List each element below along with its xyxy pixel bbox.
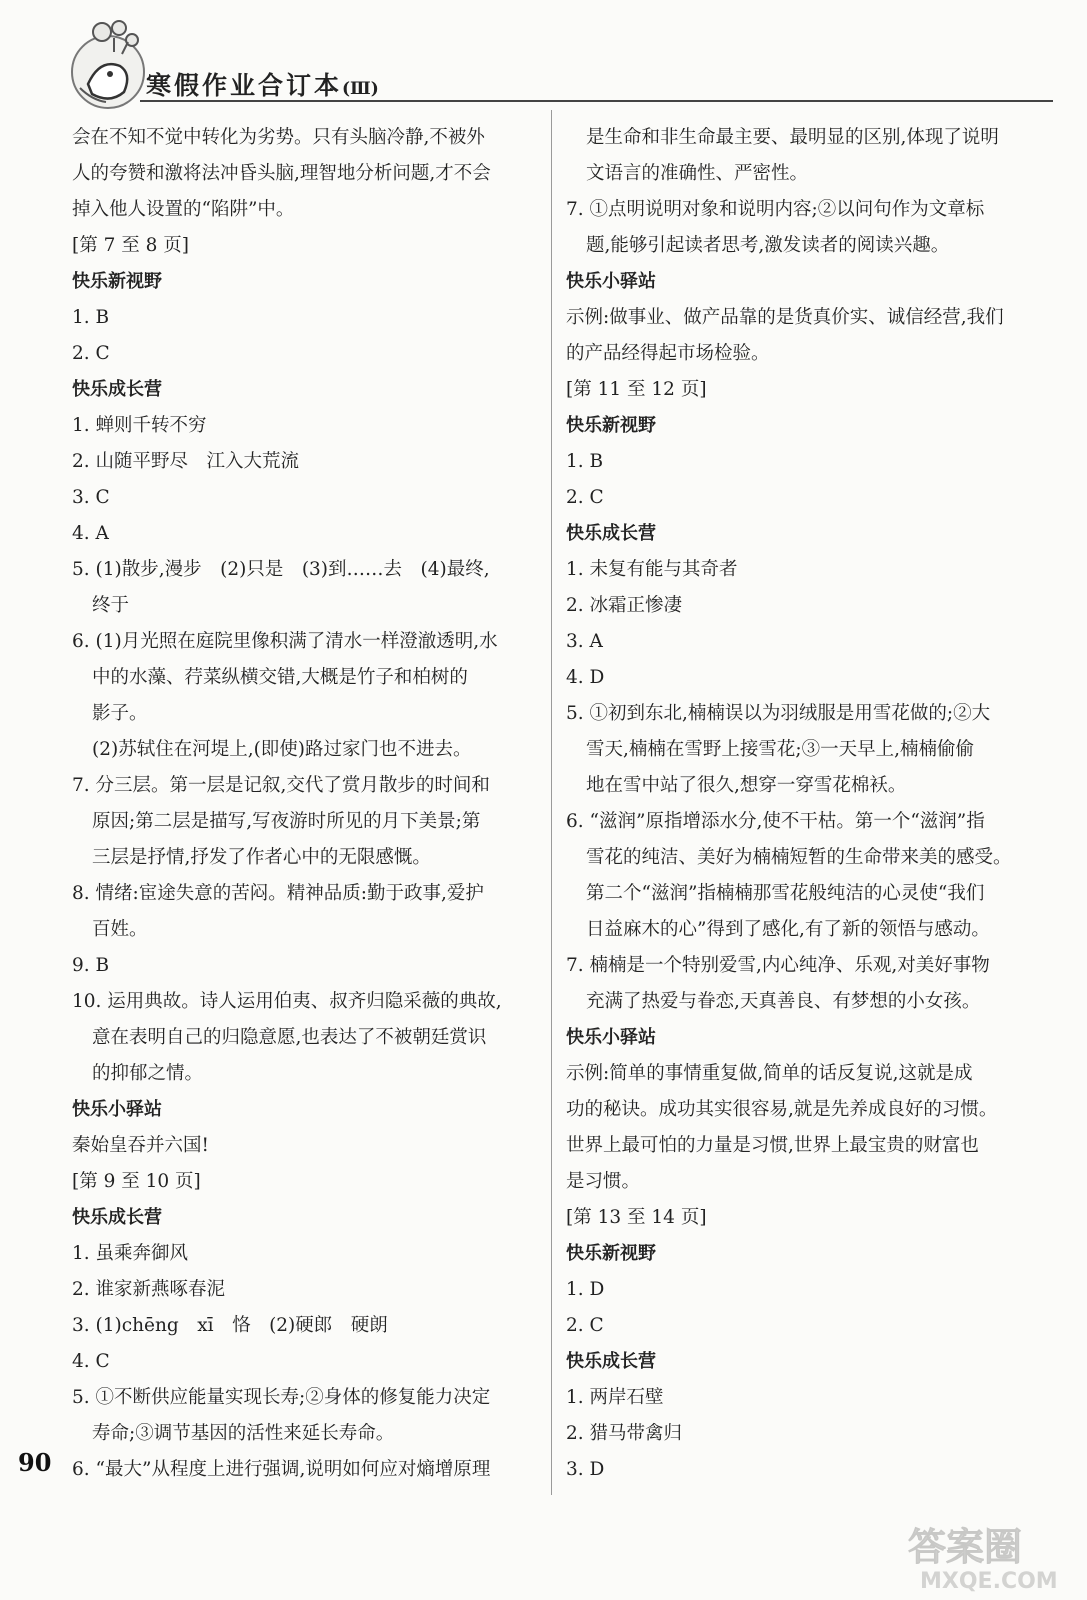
- section-heading: 快乐成长营: [566, 523, 656, 544]
- answer-line: 地在雪中站了很久,想穿一穿雪花棉袄。: [586, 775, 907, 796]
- answer-line: 雪天,楠楠在雪野上接雪花;③一天早上,楠楠偷偷: [586, 739, 974, 760]
- answer-line: [第 7 至 8 页]: [72, 235, 189, 256]
- answer-line: 3. A: [566, 631, 603, 652]
- answer-line: 雪花的纯洁、美好为楠楠短暂的生命带来美的感受。: [586, 847, 1012, 868]
- answer-line: 世界上最可怕的力量是习惯,世界上最宝贵的财富也: [566, 1135, 979, 1156]
- answer-line: 9. B: [72, 955, 110, 976]
- answer-line: 题,能够引起读者思考,激发读者的阅读兴趣。: [586, 235, 950, 256]
- answer-line: 示例:简单的事情重复做,简单的话反复说,这就是成: [566, 1063, 973, 1084]
- answer-line: 6. “最大”从程度上进行强调,说明如何应对熵增原理: [72, 1459, 491, 1480]
- answer-line: 2. C: [566, 487, 604, 508]
- section-heading: 快乐新视野: [566, 415, 656, 436]
- answer-line: 影子。: [92, 703, 148, 724]
- section-heading: 快乐小驿站: [72, 1099, 162, 1120]
- section-heading: 快乐小驿站: [566, 271, 656, 292]
- section-heading: 快乐新视野: [566, 1243, 656, 1264]
- answer-line: 2. 山随平野尽 江入大荒流: [72, 451, 300, 472]
- answer-line: 2. 冰霜正惨凄: [566, 595, 683, 616]
- answer-line: 5. ①不断供应能量实现长寿;②身体的修复能力决定: [72, 1387, 491, 1408]
- answer-line: [第 9 至 10 页]: [72, 1171, 201, 1192]
- answer-line: 3. C: [72, 487, 110, 508]
- answer-line: 7. ①点明说明对象和说明内容;②以问句作为文章标: [566, 199, 985, 220]
- answer-line: 中的水藻、荇菜纵横交错,大概是竹子和柏树的: [92, 667, 468, 688]
- answer-line: 2. 谁家新燕啄春泥: [72, 1279, 226, 1300]
- answer-line: 秦始皇吞并六国!: [72, 1135, 209, 1156]
- answer-line: 三层是抒情,抒发了作者心中的无限感慨。: [92, 847, 431, 868]
- answer-line: 4. A: [72, 523, 109, 544]
- section-heading: 快乐小驿站: [566, 1027, 656, 1048]
- section-heading: 快乐新视野: [72, 271, 162, 292]
- page-header: [0, 0, 1087, 118]
- answer-line: 10. 运用典故。诗人运用伯夷、叔齐归隐采薇的典故,: [72, 991, 502, 1012]
- answer-line: 第二个“滋润”指楠楠那雪花般纯洁的心灵使“我们: [586, 883, 985, 904]
- answer-line: 原因;第二层是描写,写夜游时所见的月下美景;第: [92, 811, 481, 832]
- answer-line: 是生命和非生命最主要、最明显的区别,体现了说明: [586, 127, 999, 148]
- answer-line: 8. 情绪:宦途失意的苦闷。精神品质:勤于政事,爱护: [72, 883, 484, 904]
- answer-line: 百姓。: [92, 919, 148, 940]
- watermark-text: 答案圈: [908, 1525, 1023, 1569]
- answer-line: 1. 未复有能与其奇者: [566, 559, 738, 580]
- answer-line: 1. 蝉则千转不穷: [72, 415, 207, 436]
- section-heading: 快乐成长营: [72, 379, 162, 400]
- answer-line: (2)苏轼住在河堤上,(即使)路过家门也不进去。: [92, 739, 472, 760]
- header-title-text: 寒假作业合订本: [146, 71, 343, 100]
- answer-line: 文语言的准确性、严密性。: [586, 163, 809, 184]
- answer-line: 4. C: [72, 1351, 110, 1372]
- answer-line: 5. ①初到东北,楠楠误以为羽绒服是用雪花做的;②大: [566, 703, 991, 724]
- answer-line: 的产品经得起市场检验。: [566, 343, 770, 364]
- answer-line: 1. B: [566, 451, 604, 472]
- answer-line: 4. D: [566, 667, 605, 688]
- answer-line: 3. D: [566, 1459, 605, 1480]
- page-number: 90: [18, 1448, 52, 1477]
- section-heading: 快乐成长营: [566, 1351, 656, 1372]
- answer-line: 2. C: [566, 1315, 604, 1336]
- answer-line: 掉入他人设置的“陷阱”中。: [72, 199, 295, 220]
- answer-line: 7. 楠楠是一个特别爱雪,内心纯净、乐观,对美好事物: [566, 955, 990, 976]
- left-column: [72, 120, 540, 1488]
- answer-line: 充满了热爱与眷恋,天真善良、有梦想的小女孩。: [586, 991, 981, 1012]
- answer-line: 寿命;③调节基因的活性来延长寿命。: [92, 1423, 395, 1444]
- header-volume: (Ⅲ): [342, 79, 379, 99]
- watermark-url: MXQE.COM: [920, 1569, 1058, 1594]
- answer-line: 6. “滋润”原指增添水分,使不干枯。第一个“滋润”指: [566, 811, 985, 832]
- answer-line: 日益麻木的心”得到了感化,有了新的领悟与感动。: [586, 919, 990, 940]
- answer-line: 终于: [92, 595, 130, 616]
- column-divider: [551, 110, 552, 1495]
- answer-line: [第 13 至 14 页]: [566, 1207, 707, 1228]
- answer-line: 3. (1)chēng xī 恪 (2)硬郎 硬朗: [72, 1315, 388, 1336]
- answer-line: 是习惯。: [566, 1171, 641, 1192]
- answer-line: 功的秘诀。成功其实很容易,就是先养成良好的习惯。: [566, 1099, 998, 1120]
- answer-line: 5. (1)散步,漫步 (2)只是 (3)到……去 (4)最终,: [72, 559, 490, 580]
- answer-line: 6. (1)月光照在庭院里像积满了清水一样澄澈透明,水: [72, 631, 498, 652]
- answer-line: [第 11 至 12 页]: [566, 379, 707, 400]
- answer-line: 示例:做事业、做产品靠的是货真价实、诚信经营,我们: [566, 307, 1004, 328]
- right-column: [566, 120, 1034, 1488]
- answer-line: 1. B: [72, 307, 110, 328]
- answer-line: 的抑郁之情。: [92, 1063, 204, 1084]
- header-rule: [140, 100, 1053, 102]
- header-title: [146, 66, 379, 102]
- answer-line: 1. D: [566, 1279, 605, 1300]
- answer-line: 2. C: [72, 343, 110, 364]
- answer-line: 意在表明自己的归隐意愿,也表达了不被朝廷赏识: [92, 1027, 487, 1048]
- answer-line: 人的夸赞和激将法冲昏头脑,理智地分析问题,才不会: [72, 163, 491, 184]
- answer-line: 2. 猎马带禽归: [566, 1423, 683, 1444]
- section-heading: 快乐成长营: [72, 1207, 162, 1228]
- answer-line: 1. 虽乘奔御风: [72, 1243, 189, 1264]
- answer-line: 会在不知不觉中转化为劣势。只有头脑冷静,不被外: [72, 127, 485, 148]
- watermark-logo: [904, 1518, 1076, 1594]
- answer-line: 1. 两岸石壁: [566, 1387, 664, 1408]
- answer-line: 7. 分三层。第一层是记叙,交代了赏月散步的时间和: [72, 775, 490, 796]
